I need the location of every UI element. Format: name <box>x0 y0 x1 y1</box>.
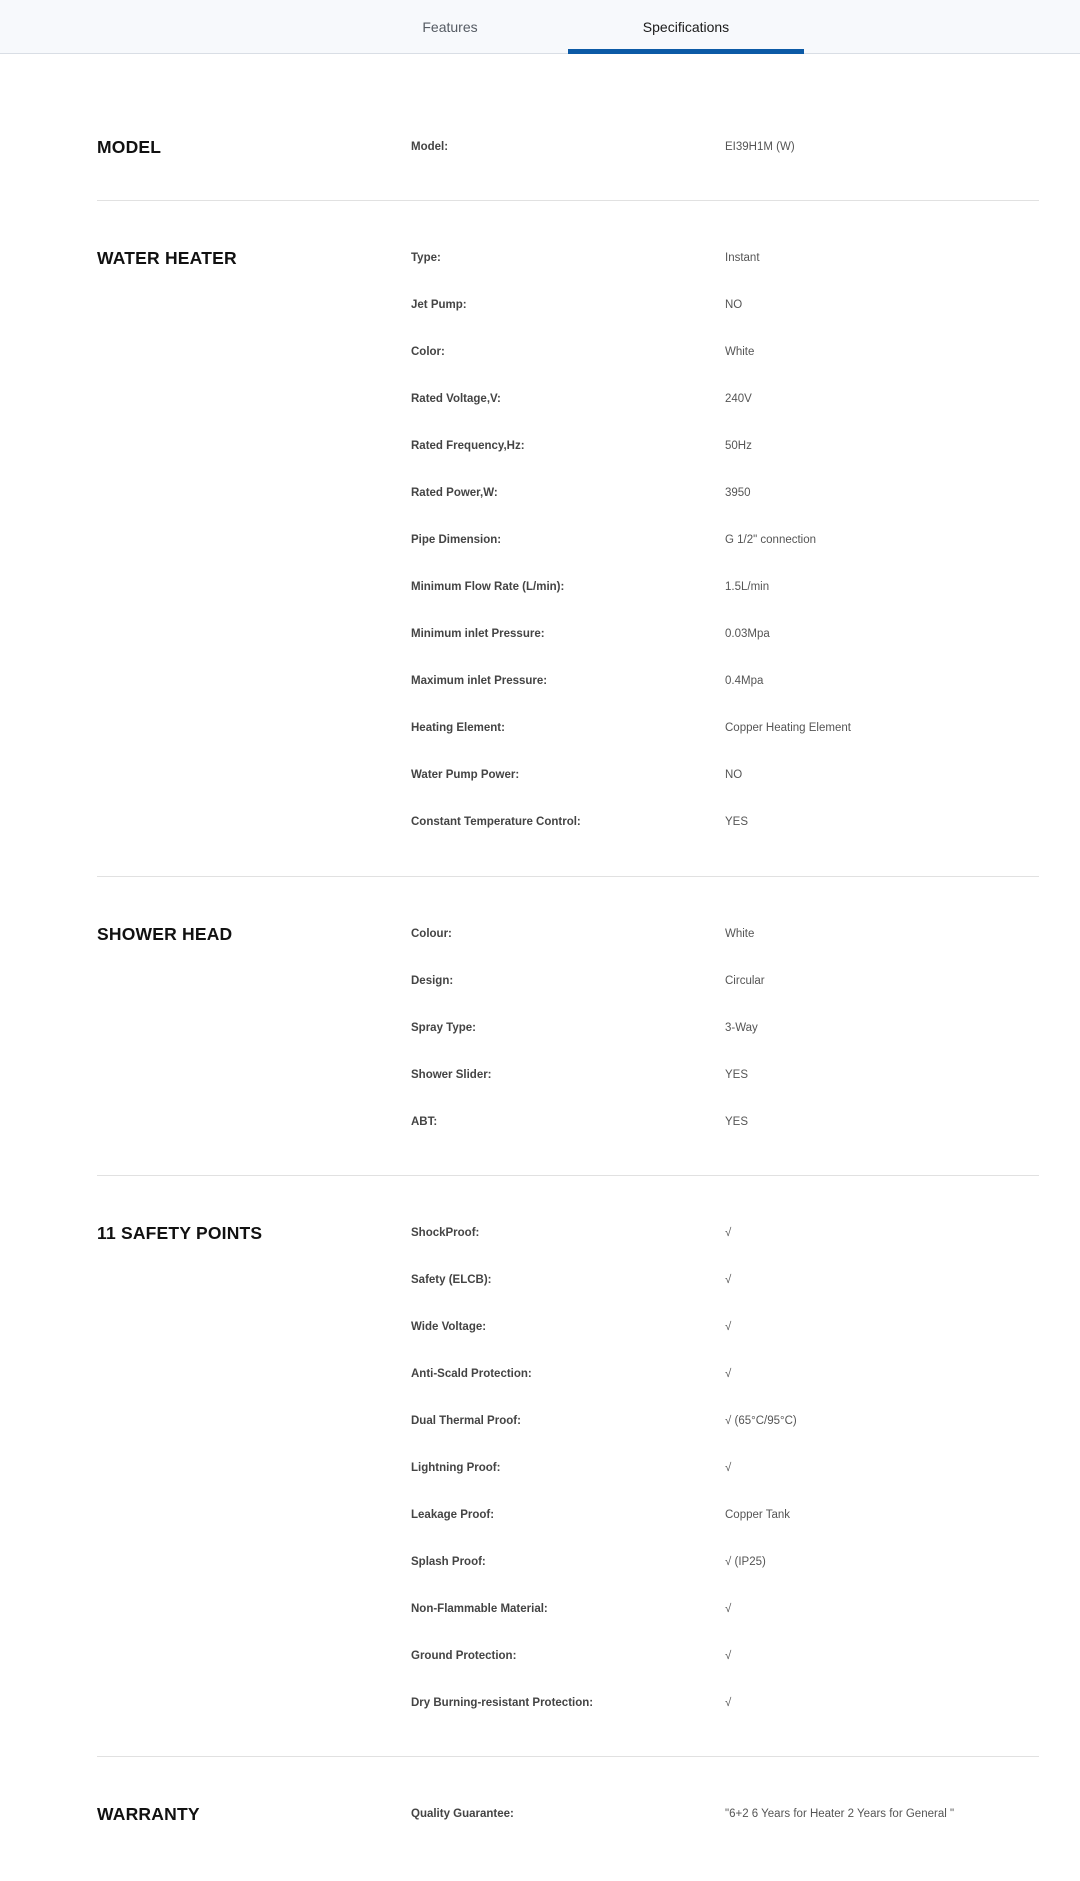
spec-label: Jet Pump: <box>411 299 467 311</box>
spec-label: ABT: <box>411 1116 438 1128</box>
spec-label: Anti-Scald Protection: <box>411 1368 532 1380</box>
spec-value: √ <box>725 1274 732 1286</box>
spec-value: 3950 <box>725 487 751 499</box>
spec-value: Copper Tank <box>725 1509 790 1521</box>
spec-list <box>411 1807 1039 1854</box>
spec-list <box>411 927 1039 1162</box>
spec-value: √ (65°C/95°C) <box>725 1415 797 1427</box>
section-divider <box>97 1756 1039 1757</box>
spec-label: Constant Temperature Control: <box>411 816 581 828</box>
spec-value: "6+2 6 Years for Heater 2 Years for General " <box>725 1808 955 1820</box>
spec-row <box>411 974 1039 1021</box>
spec-value: White <box>725 928 755 940</box>
spec-value: √ <box>725 1462 732 1474</box>
spec-row <box>411 140 1039 187</box>
spec-value: YES <box>725 1069 749 1081</box>
spec-label: Minimum inlet Pressure: <box>411 628 545 640</box>
spec-row <box>411 1068 1039 1115</box>
spec-label: Minimum Flow Rate (L/min): <box>411 581 565 593</box>
spec-label: Heating Element: <box>411 722 505 734</box>
spec-value: 1.5L/min <box>725 581 770 593</box>
spec-row <box>411 1807 1039 1854</box>
tab-specifications[interactable]: Specifications <box>568 0 804 53</box>
spec-list <box>411 140 1039 187</box>
spec-label: Quality Guarantee: <box>411 1808 514 1820</box>
tab-bar <box>0 0 1080 54</box>
spec-value: 0.4Mpa <box>725 675 764 687</box>
spec-value: √ <box>725 1321 732 1333</box>
spec-label: Wide Voltage: <box>411 1321 487 1333</box>
spec-row <box>411 815 1039 862</box>
spec-row <box>411 486 1039 533</box>
spec-list <box>411 1226 1039 1743</box>
spec-label: Ground Protection: <box>411 1650 517 1662</box>
spec-row <box>411 768 1039 815</box>
section-title: SHOWER HEAD <box>97 924 233 944</box>
spec-label: Rated Voltage,V: <box>411 393 501 405</box>
section-divider <box>97 200 1039 201</box>
spec-row <box>411 1115 1039 1162</box>
section-title: MODEL <box>97 137 162 157</box>
spec-value: EI39H1M (W) <box>725 141 795 153</box>
spec-row <box>411 1320 1039 1367</box>
spec-row <box>411 1508 1039 1555</box>
spec-row <box>411 1414 1039 1461</box>
spec-row <box>411 1602 1039 1649</box>
spec-label: Water Pump Power: <box>411 769 520 781</box>
spec-value: √ <box>725 1227 732 1239</box>
spec-value: White <box>725 346 755 358</box>
spec-label: Shower Slider: <box>411 1069 492 1081</box>
spec-row <box>411 1273 1039 1320</box>
spec-value: √ <box>725 1697 732 1709</box>
spec-value: Copper Heating Element <box>725 722 851 734</box>
section-divider <box>97 876 1039 877</box>
spec-row <box>411 721 1039 768</box>
spec-value: 3-Way <box>725 1022 758 1034</box>
section-title: WATER HEATER <box>97 248 237 268</box>
section-divider <box>97 1175 1039 1176</box>
section-title: 11 SAFETY POINTS <box>97 1223 263 1243</box>
spec-label: Maximum inlet Pressure: <box>411 675 548 687</box>
spec-value: √ (IP25) <box>725 1556 766 1568</box>
spec-label: Color: <box>411 346 445 358</box>
spec-label: Dry Burning-resistant Protection: <box>411 1697 594 1709</box>
spec-row <box>411 927 1039 974</box>
spec-value: Circular <box>725 975 765 987</box>
section-title: WARRANTY <box>97 1804 200 1824</box>
spec-label: Dual Thermal Proof: <box>411 1415 521 1427</box>
spec-label: Rated Frequency,Hz: <box>411 440 525 452</box>
spec-value: NO <box>725 299 743 311</box>
spec-row <box>411 1226 1039 1273</box>
spec-list <box>411 251 1039 862</box>
spec-row <box>411 627 1039 674</box>
spec-row <box>411 1649 1039 1696</box>
spec-row <box>411 345 1039 392</box>
spec-label: Safety (ELCB): <box>411 1274 492 1286</box>
spec-label: Non-Flammable Material: <box>411 1603 548 1615</box>
spec-label: Type: <box>411 252 441 264</box>
spec-row <box>411 439 1039 486</box>
spec-value: Instant <box>725 252 760 264</box>
spec-value: √ <box>725 1368 732 1380</box>
spec-row <box>411 533 1039 580</box>
spec-row <box>411 392 1039 439</box>
spec-label: Leakage Proof: <box>411 1509 495 1521</box>
spec-row <box>411 580 1039 627</box>
spec-row <box>411 1461 1039 1508</box>
spec-value: √ <box>725 1603 732 1615</box>
spec-row <box>411 1021 1039 1068</box>
spec-label: Model: <box>411 141 449 153</box>
spec-row <box>411 1555 1039 1602</box>
spec-row <box>411 674 1039 721</box>
spec-value: NO <box>725 769 743 781</box>
spec-row <box>411 251 1039 298</box>
spec-label: Colour: <box>411 928 452 940</box>
spec-label: Spray Type: <box>411 1022 476 1034</box>
spec-row <box>411 1696 1039 1743</box>
spec-value: √ <box>725 1650 732 1662</box>
spec-label: Splash Proof: <box>411 1556 486 1568</box>
spec-label: Lightning Proof: <box>411 1462 501 1474</box>
spec-value: 240V <box>725 393 752 405</box>
tab-features[interactable]: Features <box>422 18 478 35</box>
spec-value: G 1/2" connection <box>725 534 817 546</box>
spec-label: ShockProof: <box>411 1227 480 1239</box>
spec-row <box>411 1367 1039 1414</box>
spec-value: YES <box>725 816 749 828</box>
spec-label: Pipe Dimension: <box>411 534 502 546</box>
spec-label: Design: <box>411 975 454 987</box>
spec-value: YES <box>725 1116 749 1128</box>
spec-row <box>411 298 1039 345</box>
spec-value: 50Hz <box>725 440 752 452</box>
spec-value: 0.03Mpa <box>725 628 770 640</box>
spec-label: Rated Power,W: <box>411 487 498 499</box>
